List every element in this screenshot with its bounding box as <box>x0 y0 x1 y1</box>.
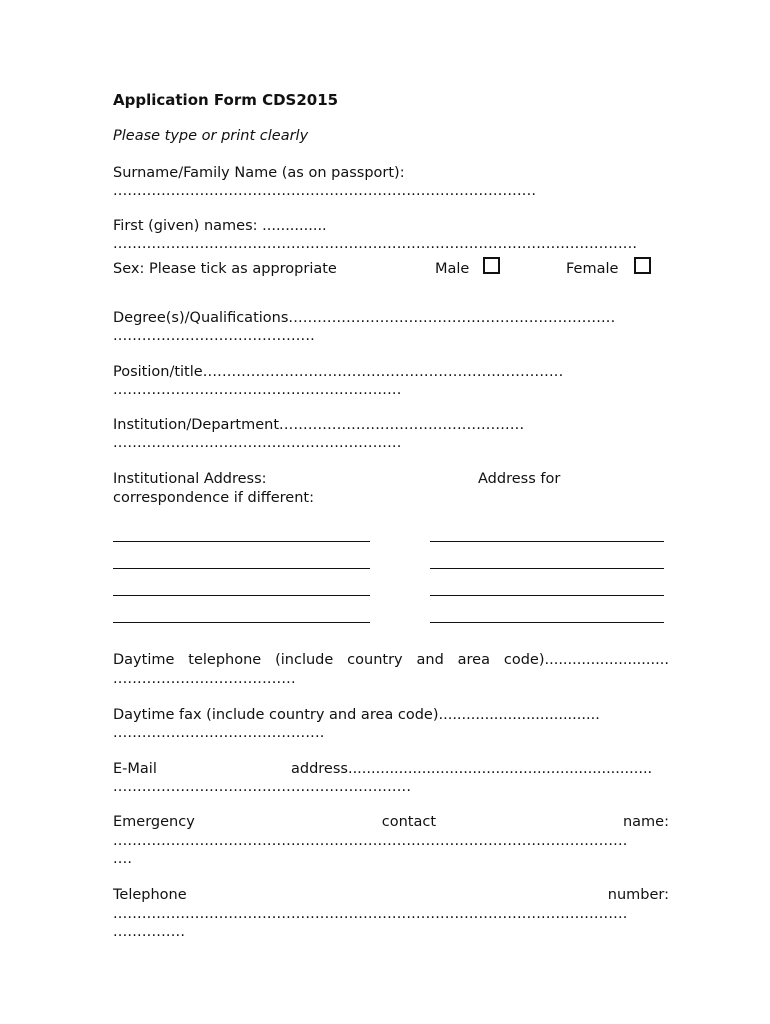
male-checkbox[interactable] <box>483 257 500 274</box>
telephone-word-2: number: <box>607 887 669 903</box>
phone-word-4: country <box>347 652 403 668</box>
correspondence-address-line-2[interactable] <box>430 568 664 569</box>
institutional-address-label: Institutional Address: <box>113 471 267 487</box>
institution-field[interactable]: ................................................... <box>279 417 525 433</box>
degree-line <box>113 309 615 327</box>
correspondence-address-line-1[interactable] <box>430 541 664 542</box>
daytime-telephone-field[interactable]: code)........................... <box>503 652 669 668</box>
form-instruction: Please type or print clearly <box>113 128 309 144</box>
position-field[interactable]: ........................................................................... <box>202 364 564 380</box>
emergency-contact-field[interactable]: ........................................................................................................... <box>113 833 628 849</box>
institutional-address-line-1[interactable] <box>113 541 370 542</box>
position-field-continued[interactable]: ............................................................ <box>113 382 402 398</box>
institution-field-continued[interactable]: ............................................................ <box>113 435 402 451</box>
correspondence-address-line-3[interactable] <box>430 595 664 596</box>
degree-field-continued[interactable]: .......................................... <box>113 328 315 344</box>
email-field-continued[interactable]: .............................................................. <box>113 779 412 795</box>
female-label: Female <box>566 261 619 277</box>
telephone-number-field[interactable]: ........................................................................................................... <box>113 906 628 922</box>
first-names-field[interactable]: ............................................................................................................. <box>113 236 638 252</box>
position-line <box>113 363 563 381</box>
sex-label: Sex: Please tick as appropriate <box>113 261 337 277</box>
form-title: Application Form CDS2015 <box>113 91 339 109</box>
phone-word-5: and <box>416 652 444 668</box>
daytime-fax-field[interactable]: Daytime fax (include country and area code)................................... <box>113 707 600 723</box>
surname-label: Surname/Family Name (as on passport): <box>113 165 405 181</box>
emergency-word-1: Emergency <box>113 814 195 830</box>
institution-line <box>113 416 524 434</box>
emergency-contact-field-continued[interactable]: .... <box>113 851 133 867</box>
email-field[interactable]: address.................................................................. <box>291 761 653 777</box>
female-checkbox[interactable] <box>634 257 651 274</box>
correspondence-address-label-continued: correspondence if different: <box>113 490 314 506</box>
degree-field[interactable]: .................................................................... <box>288 310 616 326</box>
telephone-number-line <box>113 886 669 904</box>
phone-word-2: telephone <box>188 652 262 668</box>
institutional-address-line-3[interactable] <box>113 595 370 596</box>
email-label: E-Mail <box>113 761 157 777</box>
phone-word-6: area <box>457 652 490 668</box>
male-label: Male <box>435 261 470 277</box>
telephone-word-1: Telephone <box>113 887 187 903</box>
institutional-address-line-4[interactable] <box>113 622 370 623</box>
telephone-number-field-continued[interactable]: ............... <box>113 924 186 940</box>
correspondence-address-line-4[interactable] <box>430 622 664 623</box>
degree-label: Degree(s)/Qualifications <box>113 310 289 326</box>
institutional-address-line-2[interactable] <box>113 568 370 569</box>
daytime-telephone-field-continued[interactable]: ...................................... <box>113 671 296 687</box>
emergency-word-2: contact <box>381 814 437 830</box>
correspondence-address-label: Address for <box>478 471 561 487</box>
emergency-contact-line <box>113 813 669 831</box>
daytime-fax-field-continued[interactable]: ............................................ <box>113 725 325 741</box>
surname-field[interactable]: ........................................................................................ <box>113 183 537 199</box>
institution-label: Institution/Department <box>113 417 280 433</box>
position-label: Position/title <box>113 364 203 380</box>
emergency-word-3: name: <box>622 814 669 830</box>
first-names-label[interactable]: First (given) names: .............. <box>113 218 327 234</box>
phone-word-3: (include <box>275 652 334 668</box>
phone-word-1: Daytime <box>113 652 175 668</box>
daytime-telephone-line <box>113 651 669 669</box>
